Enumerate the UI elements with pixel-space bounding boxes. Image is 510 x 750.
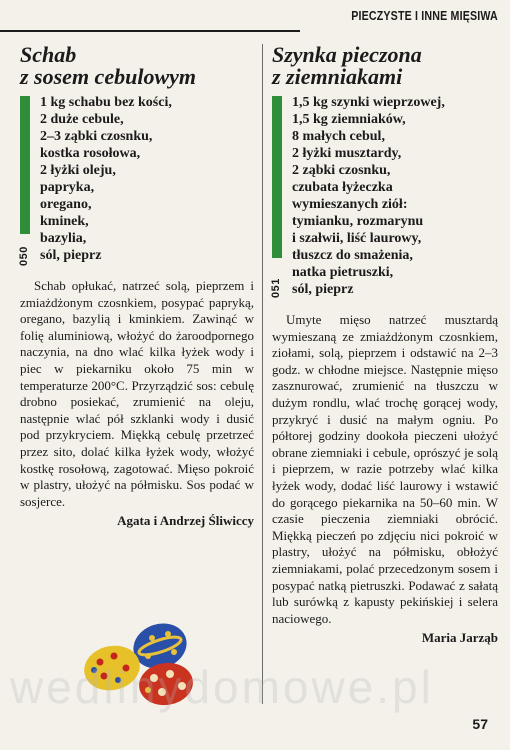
ingredients-list bbox=[40, 94, 254, 264]
ingredient-item: 2–3 ząbki czosnku, bbox=[40, 129, 153, 144]
recipe-title-line2: z ziemniakami bbox=[272, 64, 403, 89]
ingredient-item: tłuszcz do smażenia, bbox=[292, 248, 413, 263]
recipe-title bbox=[20, 44, 254, 88]
ingredient-item: oregano, bbox=[40, 197, 92, 212]
ingredient-item: papryka, bbox=[40, 180, 95, 195]
ingredient-item: czubata łyżeczka bbox=[292, 180, 393, 195]
ingredient-item: 2 duże cebule, bbox=[40, 112, 124, 127]
ingredients-block bbox=[272, 94, 498, 298]
recipe-title bbox=[272, 44, 498, 88]
ingredient-item: i szałwii, liść laurowy, bbox=[292, 231, 422, 246]
recipe-title-line2: z sosem cebulowym bbox=[20, 64, 196, 89]
watermark: wedlinydomowe.pl bbox=[10, 661, 434, 713]
recipe-author: Maria Jarząb bbox=[421, 630, 498, 646]
ingredient-item: 1 kg schabu bez kości, bbox=[40, 95, 172, 110]
recipe-number: 051 bbox=[270, 278, 282, 298]
ingredient-item: wymieszanych ziół: bbox=[292, 197, 408, 212]
recipe-author: Agata i Andrzej Śliwiccy bbox=[117, 513, 254, 529]
recipe-number: 050 bbox=[18, 246, 30, 266]
ingredients-block bbox=[20, 94, 254, 264]
ingredient-item: 1,5 kg szynki wieprzowej, bbox=[292, 95, 445, 110]
recipe-instructions: Schab opłukać, natrzeć solą, pieprzem i zmiażdżonym czosnkiem, posypać papryką, oregano, bazylią i kminkiem. Zawinąć w folię aluminiową, włożyć do żaroodpornego naczynia, na dno wlać kilka łyżek wody i piec w piekarniku około 75 min w temperaturze 200°C. Przyrządzić sos: cebulę drobno posiekać, zrumienić na oleju, następnie wlać pół szklanki wody i dusić pod przykryciem. Miękką cebulę przetrzeć przez sito, dolać kilka łyżek wody, włożyć kostkę rosołową, zagotować. Mięso pokroić w plastry, ułożyć na półmisku. Sos podać w sosjerce. bbox=[20, 278, 254, 509]
recipe-title-line1: Szynka pieczona bbox=[272, 42, 422, 67]
page-header bbox=[0, 0, 510, 36]
ingredient-item: 2 łyżki oleju, bbox=[40, 163, 116, 178]
ingredient-item: natka pietruszki, bbox=[292, 265, 394, 280]
ingredient-item: bazylia, bbox=[40, 231, 87, 246]
ingredient-item: sól, pieprz bbox=[292, 282, 354, 297]
ingredient-item: 1,5 kg ziemniaków, bbox=[292, 112, 406, 127]
recipe-title-line1: Schab bbox=[20, 42, 77, 67]
ingredient-item: 8 małych cebul, bbox=[292, 129, 385, 144]
ingredient-item: 2 łyżki musztardy, bbox=[292, 146, 402, 161]
accent-bar bbox=[20, 96, 30, 234]
ingredient-item: kostka rosołowa, bbox=[40, 146, 141, 161]
accent-bar bbox=[272, 96, 282, 258]
ingredient-item: kminek, bbox=[40, 214, 89, 229]
recipe-instructions: Umyte mięso natrzeć musztardą wymieszaną ze zmiażdżonym czosnkiem, ziołami, solą, pieprzem i odstawić na 2–3 godz. w chłodne miejsce. Następnie mięso zasznurować, zrumienić na tłuszczu w dużym rondlu, wlać trochę gorącej wody, przykryć i dusić na małym ogniu. Po półtorej godziny dookoła pieczeni ułożyć obrane ziemniaki i cebule, oprószyć je solą i pieprzem, w razie potrzeby wlać kilka łyżek wody, dodać liść laurowy i wstawić do gorącego piekarnika na 50–60 min. W czasie pieczenia ziemniaki obrócić. Miękką pieczeń po zdjęciu nici pokroić w plastry, ułożyć na półmisku, obłożyć ziemniakami, polać przecedzonym sosem i posypać natką pietruszki. Podawać z sałatą lub surówką z kapusty pekińskiej i selera naciowego. bbox=[272, 312, 498, 626]
header-rule bbox=[0, 30, 300, 32]
page-number: 57 bbox=[472, 716, 488, 732]
ingredient-item: 2 ząbki czosnku, bbox=[292, 163, 391, 178]
recipe-left bbox=[20, 44, 254, 529]
ingredients-list bbox=[292, 94, 498, 298]
ingredient-item: sól, pieprz bbox=[40, 248, 102, 263]
section-title: PIECZYSTE I INNE MIĘSIWA bbox=[351, 8, 498, 23]
ingredient-item: tymianku, rozmarynu bbox=[292, 214, 424, 229]
column-divider bbox=[262, 44, 263, 704]
recipe-right bbox=[272, 44, 498, 646]
